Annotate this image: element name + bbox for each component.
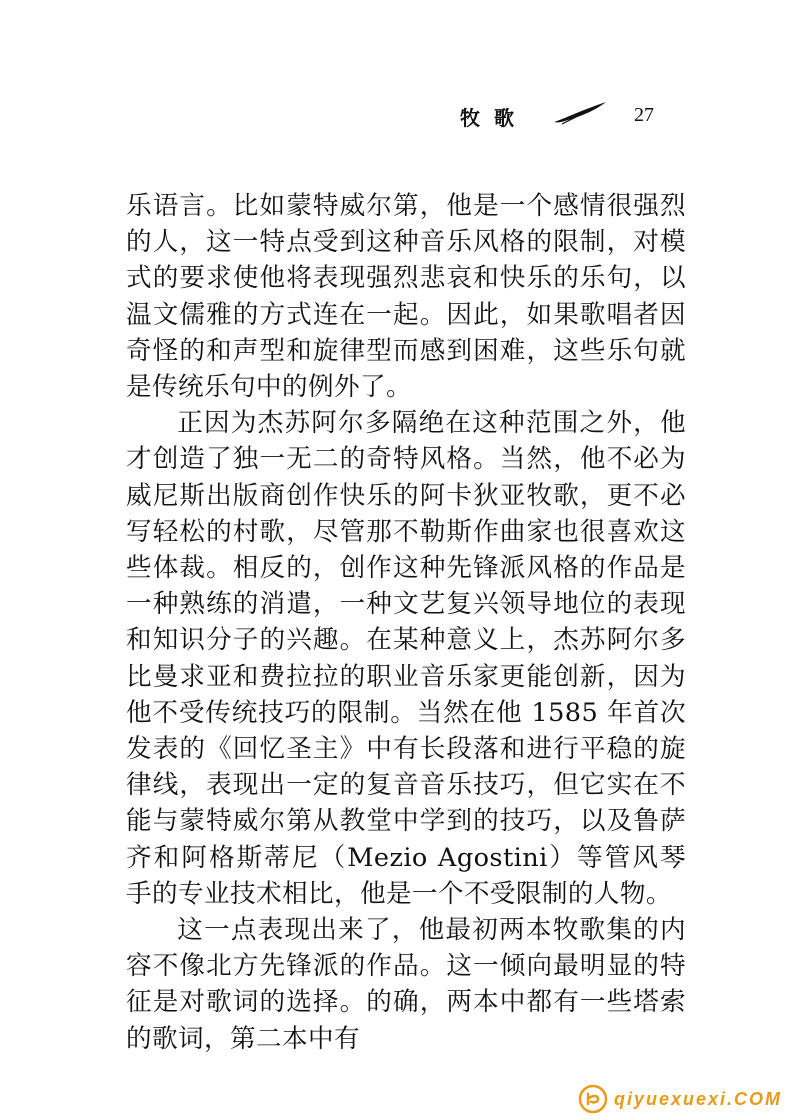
site-logo-icon xyxy=(578,1084,608,1114)
paragraph-2: 正因为杰苏阿尔多隔绝在这种范围之外，他才创造了独一无二的奇特风格。当然，他不必为威尼斯出版商创作快乐的阿卡狄亚牧歌，更不必写轻松的村歌，尽管那不勒斯作曲家也很喜欢这些体裁。相反的，创作这种先锋派风格的作品是一种熟练的消遣，一种文艺复兴领导地位的表现和知识分子的兴趣。在某种意义上，杰苏阿尔多比曼求亚和费拉拉的职业音乐家更能创新，因为他不受传统技巧的限制。当然在他 1585 年首次发表的《回忆圣主》中有长段落和进行平稳的旋律线，表现出一定的复音音乐技巧，但它实在不能与蒙特威尔第从教堂中学到的技巧，以及鲁萨齐和阿格斯蒂尼（Mezio Agostini）等管风琴手的专业技术相比，他是一个不受限制的人物。 xyxy=(126,408,686,909)
paragraph-3: 这一点表现出来了，他最初两本牧歌集的内容不像北方先锋派的作品。这一倾向最明显的特征是对歌词的选择。的确，两本中都有一些塔索的歌词，第二本中有 xyxy=(126,915,686,1054)
paragraph-1: 乐语言。比如蒙特威尔第，他是一个感情很强烈的人，这一特点受到这种音乐风格的限制，对模式的要求使他将表现强烈悲哀和快乐的乐句，以温文儒雅的方式连在一起。因此，如果歌唱者因奇怪的和声型和旋律型而感到困难，这些乐句就是传统乐句中的例外了。 xyxy=(126,191,686,403)
watermark-text: qiyuexuexi.COM xyxy=(613,1088,782,1109)
page-header xyxy=(460,100,680,134)
page-number: 27 xyxy=(634,104,654,126)
running-title: 牧歌 xyxy=(460,106,528,130)
quill-ornament-icon xyxy=(552,100,608,126)
site-watermark xyxy=(578,1084,782,1114)
body-text xyxy=(126,188,686,1057)
